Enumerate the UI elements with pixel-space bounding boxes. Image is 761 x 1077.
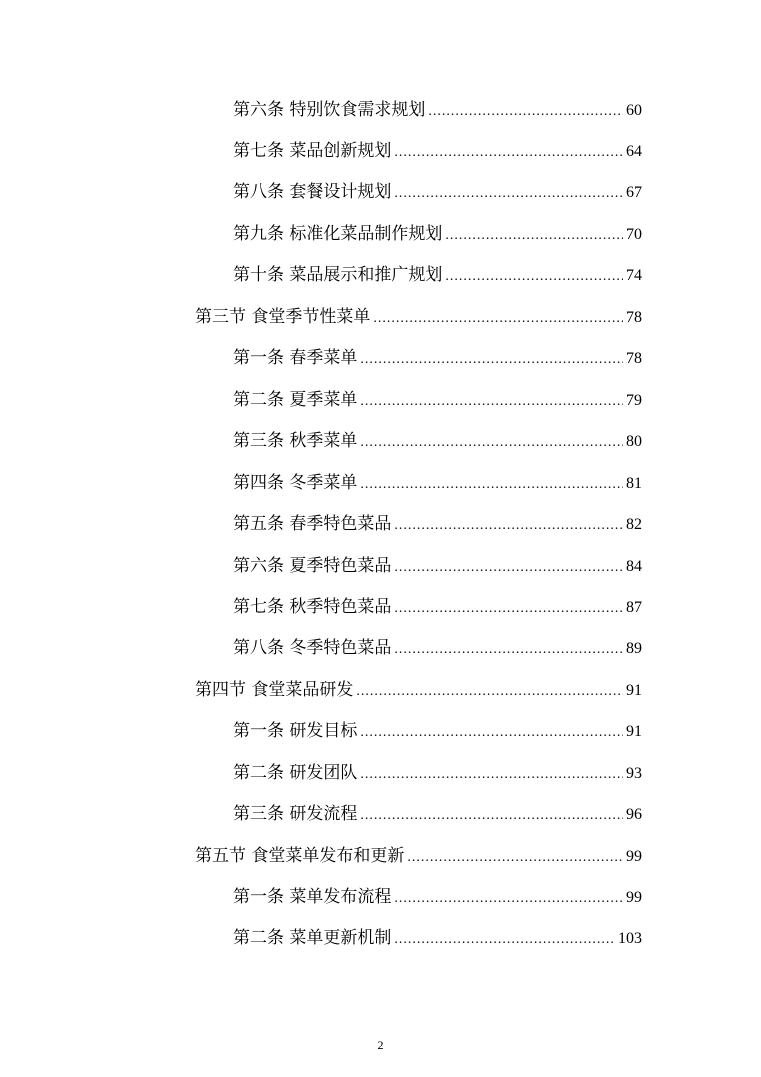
toc-entry[interactable] [233, 762, 642, 784]
toc-leader-dots [407, 847, 623, 869]
toc-entry[interactable] [233, 927, 642, 949]
toc-entry[interactable] [233, 181, 642, 203]
toc-entry-page: 103 [618, 930, 642, 947]
toc-entry-page: 93 [626, 765, 642, 782]
toc-leader-dots [394, 598, 623, 620]
toc-entry[interactable] [233, 803, 642, 825]
toc-leader-dots [394, 639, 623, 661]
toc-entry[interactable] [233, 720, 642, 742]
toc-entry-page: 81 [626, 475, 642, 492]
toc-entry-page: 78 [626, 309, 642, 326]
toc-entry-title: 第三节 食堂季节性菜单 [195, 307, 371, 327]
toc-entry[interactable] [233, 389, 642, 411]
toc-entry-title: 第二条 研发团队 [233, 763, 358, 783]
toc-leader-dots [360, 349, 623, 371]
toc-entry[interactable] [233, 430, 642, 452]
toc-entry-title: 第一条 菜单发布流程 [233, 887, 392, 907]
toc-entry-title: 第八条 冬季特色菜品 [233, 638, 392, 658]
page-number: 2 [377, 1038, 384, 1052]
toc-entry[interactable] [233, 555, 642, 577]
toc-leader-dots [360, 391, 623, 413]
toc-entry-page: 64 [626, 143, 642, 160]
toc-entry-title: 第四条 冬季菜单 [233, 473, 358, 493]
toc-entry-title: 第七条 菜品创新规划 [233, 141, 392, 161]
toc-leader-dots [373, 308, 623, 330]
toc-leader-dots [360, 764, 623, 786]
toc-entry-title: 第三条 秋季菜单 [233, 431, 358, 451]
toc-entry-page: 74 [626, 267, 642, 284]
toc-entry-page: 78 [626, 350, 642, 367]
toc-entry-title: 第三条 研发流程 [233, 804, 358, 824]
toc-entry-title: 第十条 菜品展示和推广规划 [233, 265, 443, 285]
toc-entry-title: 第七条 秋季特色菜品 [233, 597, 392, 617]
toc-entry[interactable] [233, 264, 642, 286]
toc-entry[interactable] [233, 637, 642, 659]
toc-entry-title: 第六条 特别饮食需求规划 [233, 100, 426, 120]
toc-entry-page: 82 [626, 516, 642, 533]
toc-entry-title: 第一条 研发目标 [233, 721, 358, 741]
toc-entry-title: 第四节 食堂菜品研发 [195, 680, 354, 700]
toc-leader-dots [360, 432, 623, 454]
toc-entry-page: 84 [626, 558, 642, 575]
toc-entry-title: 第五条 春季特色菜品 [233, 514, 392, 534]
toc-leader-dots [356, 681, 623, 703]
toc-entry-page: 70 [626, 226, 642, 243]
toc-entry-title: 第六条 夏季特色菜品 [233, 556, 392, 576]
toc-entry-page: 91 [626, 682, 642, 699]
toc-leader-dots [394, 183, 623, 205]
toc-entry[interactable] [233, 223, 642, 245]
toc-entry-title: 第九条 标准化菜品制作规划 [233, 224, 443, 244]
toc-leader-dots [360, 722, 623, 744]
toc-leader-dots [394, 929, 615, 951]
toc-entry-page: 99 [626, 889, 642, 906]
toc-entry[interactable] [233, 347, 642, 369]
toc-entry-page: 96 [626, 806, 642, 823]
toc-entry-title: 第一条 春季菜单 [233, 348, 358, 368]
toc-leader-dots [394, 888, 623, 910]
toc-leader-dots [445, 266, 623, 288]
toc-leader-dots [394, 557, 623, 579]
toc-entry-page: 80 [626, 433, 642, 450]
toc-leader-dots [360, 474, 623, 496]
toc-entry[interactable] [233, 886, 642, 908]
toc-entry-page: 91 [626, 723, 642, 740]
toc-section-entry[interactable] [195, 306, 642, 328]
toc-entry[interactable] [233, 472, 642, 494]
toc-leader-dots [360, 805, 623, 827]
toc-entry-title: 第五节 食堂菜单发布和更新 [195, 846, 405, 866]
toc-entry[interactable] [233, 596, 642, 618]
toc-entry-title: 第八条 套餐设计规划 [233, 182, 392, 202]
toc-entry[interactable] [233, 99, 642, 121]
toc-entry[interactable] [233, 140, 642, 162]
toc-leader-dots [394, 142, 623, 164]
toc-section-entry[interactable] [195, 679, 642, 701]
toc-entry-title: 第二条 夏季菜单 [233, 390, 358, 410]
toc-entry[interactable] [233, 513, 642, 535]
toc-leader-dots [428, 101, 623, 123]
toc-entry-page: 99 [626, 848, 642, 865]
toc-entry-page: 89 [626, 640, 642, 657]
toc-leader-dots [445, 225, 623, 247]
toc-entry-page: 60 [626, 102, 642, 119]
toc-section-entry[interactable] [195, 845, 642, 867]
toc-entry-title: 第二条 菜单更新机制 [233, 928, 392, 948]
toc-entry-page: 67 [626, 184, 642, 201]
toc-entry-page: 87 [626, 599, 642, 616]
toc-entry-page: 79 [626, 392, 642, 409]
toc-leader-dots [394, 515, 623, 537]
